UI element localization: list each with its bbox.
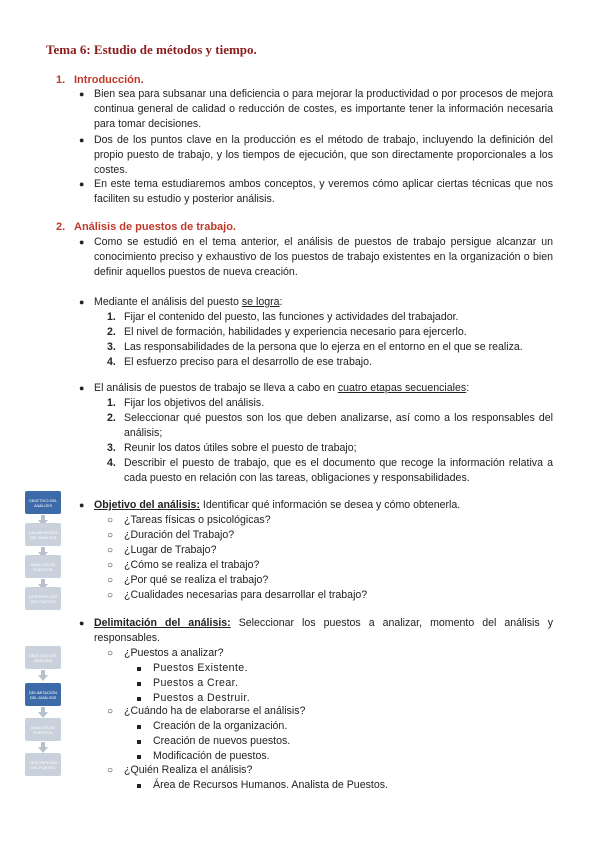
arrow-down-icon — [38, 675, 48, 681]
sub-item: ○ ¿Cualidades necesarias para desarrollar el trabajo? — [107, 589, 368, 601]
bullet-icon: ● — [79, 89, 85, 99]
numbered-item: 4. Describir el puesto de trabajo, que es el documento que recoge la información relativa a cada puesto en relación con las tareas, obligaciones y responsabilidades. — [107, 457, 553, 484]
numbered-item: 1. Fijar el contenido del puesto, las funciones y actividades del trabajador. — [107, 311, 459, 323]
sub-item: ○ ¿Quién Realiza el análisis? — [107, 764, 253, 776]
bullet-icon: ● — [79, 297, 85, 307]
diagram-step: DELIMITACIÓN DEL ANÁLISIS — [25, 683, 61, 706]
list-item — [79, 177, 553, 207]
sub-item: ○ ¿Por qué se realiza el trabajo? — [107, 574, 269, 586]
paragraph: Bien sea para subsanar una deficiencia o para mejorar la productividad o por procesos de mejora continua general de calidad o reducción de costes, es importante tener la información necesaria para tomar decisiones. — [94, 88, 553, 130]
sub-item: ○ ¿Cómo se realiza el trabajo? — [107, 559, 260, 571]
numbered-item: 1. Fijar los objetivos del análisis. — [107, 397, 265, 409]
list-item — [79, 381, 553, 396]
section-number: 1. — [56, 74, 66, 86]
section-1-heading — [56, 74, 144, 86]
bullet-icon: ● — [79, 618, 85, 628]
list-item — [79, 133, 553, 178]
section-title: Introducción. — [74, 74, 144, 86]
list-item — [79, 235, 553, 280]
sub-sub-item: Creación de la organización. — [137, 719, 287, 734]
sub-item: ○ ¿Puestos a analizar? — [107, 647, 224, 659]
bullet-icon: ● — [79, 383, 85, 393]
bullet-icon: ● — [79, 500, 85, 510]
numbered-item: 3. Las responsabilidades de la persona que lo ejerza en el entorno en el que se realiza. — [107, 341, 523, 353]
list-item — [79, 87, 553, 132]
numbered-item: 2. El nivel de formación, habilidades y experiencia necesario para ejercerlo. — [107, 326, 467, 338]
sub-sub-item: Creación de nuevos puestos. — [137, 734, 290, 749]
diagram-step: DESCRIPCIÓN DEL PUESTO — [25, 753, 61, 776]
paragraph: Delimitación del análisis: Seleccionar los puestos a analizar, momento del análisis y responsables. — [94, 617, 554, 644]
list-item — [79, 295, 553, 310]
bullet-icon: ● — [79, 135, 85, 145]
document-title: Tema 6: Estudio de métodos y tiempo. — [46, 42, 257, 57]
paragraph: Como se estudió en el tema anterior, el análisis de puestos de trabajo persigue alcanzar un conocimiento preciso y exhaustivo de los puestos de trabajo existentes en la organización o bien definir aquellos puestos de nueva creación. — [94, 236, 553, 278]
bullet-icon: ● — [79, 179, 85, 189]
diagram-step: DELIMITACIÓN DEL ANÁLISIS — [25, 523, 61, 546]
sub-item: ○ ¿Tareas físicas o psicológicas? — [107, 514, 271, 526]
numbered-item: 4. El esfuerzo preciso para el desarrollo de ese trabajo. — [107, 356, 372, 368]
sub-sub-item: Modificación de puestos. — [137, 749, 270, 764]
bullet-icon: ● — [79, 237, 85, 247]
diagram-step: ANÁLISIS DE PUESTOS — [25, 555, 61, 578]
paragraph: En este tema estudiaremos ambos conceptos, y veremos cómo aplicar ciertas técnicas que nos faciliten su estudio y posterior análisis. — [94, 178, 553, 205]
numbered-item: 3. Reunir los datos útiles sobre el puesto de trabajo; — [107, 442, 357, 454]
section-2-heading — [56, 221, 236, 233]
sub-item: ○ ¿Cuándo ha de elaborarse el análisis? — [107, 705, 306, 717]
list-item — [79, 616, 553, 646]
numbered-item: 2. Seleccionar qué puestos son los que deben analizarse, así como a los responsables del análisis; — [107, 412, 553, 439]
section-title: Análisis de puestos de trabajo. — [74, 221, 236, 233]
sub-sub-item: Área de Recursos Humanos. Analista de Puestos. — [137, 778, 388, 793]
list-item — [79, 498, 553, 513]
section-number: 2. — [56, 221, 66, 233]
sub-item: ○ ¿Lugar de Trabajo? — [107, 544, 217, 556]
paragraph: Dos de los puntos clave en la producción es el método de trabajo, incluyendo la definición del propio puesto de trabajo, y los tiempos de ejecución, que son directamente proporcionales a los costes. — [94, 134, 553, 176]
paragraph: Mediante el análisis del puesto se logra: — [94, 296, 283, 308]
diagram-step: OBJETIVO DEL ANÁLISIS — [25, 491, 61, 514]
diagram-step: DESCRIPCIÓN DEL PUESTO — [25, 587, 61, 610]
sub-sub-item: Puestos Existente. — [137, 661, 248, 676]
paragraph: Objetivo del análisis: Identificar qué información se desea y cómo obtenerla. — [94, 499, 461, 511]
sub-sub-item: Puestos a Crear. — [137, 676, 238, 691]
diagram-step: ANÁLISIS DE PUESTOS — [25, 718, 61, 741]
diagram-step: OBJETIVO DEL ANÁLISIS — [25, 646, 61, 669]
paragraph: El análisis de puestos de trabajo se lleva a cabo en cuatro etapas secuenciales: — [94, 382, 470, 394]
sub-sub-item: Puestos a Destruir. — [137, 691, 250, 706]
sub-item: ○ ¿Duración del Trabajo? — [107, 529, 235, 541]
